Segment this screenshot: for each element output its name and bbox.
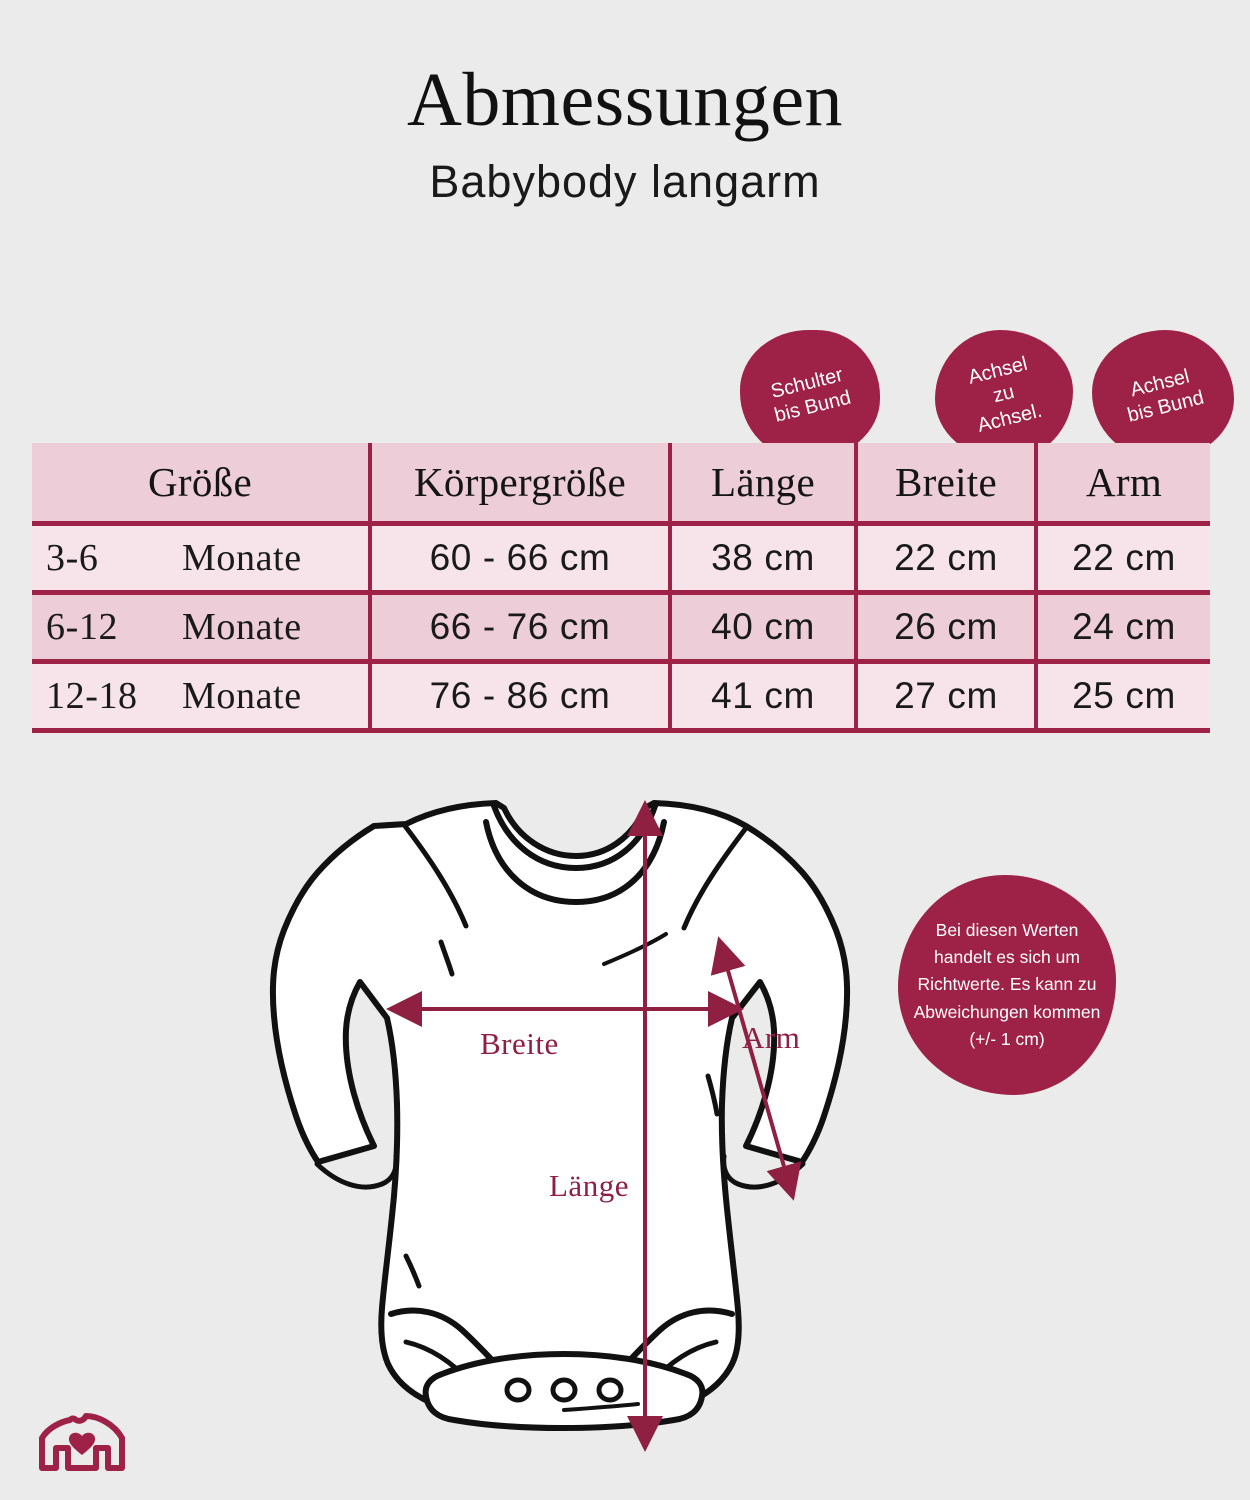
dimension-label-laenge: Länge: [549, 1168, 629, 1203]
badge-achsel-zu-achsel-label: Achsel zu Achsel.: [966, 353, 1045, 438]
cell-size: [32, 662, 370, 731]
cell-koerpergroesse: 60 - 66 cm: [370, 524, 670, 593]
size-chart-table: [32, 443, 1210, 733]
cell-size-age: 6-12: [46, 606, 119, 648]
shirt-with-heart-icon: [34, 1408, 130, 1474]
cell-laenge: 40 cm: [670, 593, 856, 662]
cell-koerpergroesse: 76 - 86 cm: [370, 662, 670, 731]
cell-size: [32, 524, 370, 593]
column-header-breite: Breite: [856, 443, 1036, 524]
table-row: [32, 662, 1210, 731]
cell-breite: 26 cm: [856, 593, 1036, 662]
cell-size-age: 3-6: [46, 537, 99, 579]
badge-achsel-bis-bund-label: Achsel bis Bund: [1125, 365, 1207, 427]
dimension-label-arm: Arm: [742, 1020, 801, 1055]
table-row: [32, 524, 1210, 593]
cell-size: [32, 593, 370, 662]
cell-laenge: 38 cm: [670, 524, 856, 593]
badge-achsel-zu-achsel: [935, 330, 1073, 460]
cell-size-unit: Monate: [182, 606, 302, 648]
cell-size-age: 12-18: [46, 675, 138, 717]
cell-breite: 22 cm: [856, 524, 1036, 593]
column-header-groesse: Größe: [32, 443, 370, 524]
page-subtitle: Babybody langarm: [429, 156, 821, 207]
brand-logo: [34, 1408, 130, 1474]
cell-size-unit: Monate: [182, 537, 302, 579]
page-header: [0, 58, 1250, 208]
table-header-row: [32, 443, 1210, 524]
badge-achsel-bis-bund: [1092, 330, 1234, 460]
cell-size-unit: Monate: [182, 675, 302, 717]
page-title: Abmessungen: [406, 58, 844, 142]
column-header-laenge: Länge: [670, 443, 856, 524]
bodysuit-drawing: [246, 786, 886, 1466]
bodysuit-illustration: [246, 786, 886, 1466]
cell-breite: 27 cm: [856, 662, 1036, 731]
badge-disclaimer-label: Bei diesen Werten handelt es sich um Richtwerte. Es kann zu Abweichungen kommen (+/- 1 cm): [913, 920, 1101, 1049]
table-row: [32, 593, 1210, 662]
dimension-label-breite: Breite: [480, 1026, 559, 1061]
cell-arm: 22 cm: [1036, 524, 1210, 593]
cell-arm: 25 cm: [1036, 662, 1210, 731]
column-header-koerpergroesse: Körpergröße: [370, 443, 670, 524]
badge-disclaimer: [898, 875, 1116, 1095]
badge-schulter-bis-bund-label: Schulter bis Bund: [768, 363, 854, 427]
cell-arm: 24 cm: [1036, 593, 1210, 662]
cell-koerpergroesse: 66 - 76 cm: [370, 593, 670, 662]
column-header-arm: Arm: [1036, 443, 1210, 524]
cell-laenge: 41 cm: [670, 662, 856, 731]
badge-schulter-bis-bund: [740, 330, 880, 460]
